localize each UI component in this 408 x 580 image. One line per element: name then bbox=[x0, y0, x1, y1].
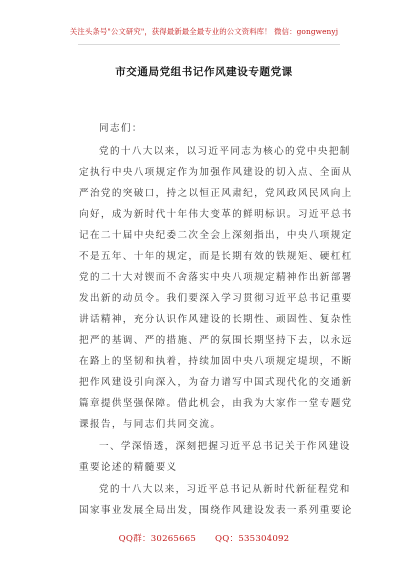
paragraph-line: 定执行中央八项规定作为加强作风建设的切入点、全面从 bbox=[79, 167, 353, 178]
paragraph-line: 在路上的坚韧和执着，持续加固中央八项规定堤坝，不断 bbox=[79, 356, 353, 367]
paragraph-line: 向好，成为新时代十年伟大变革的鲜明标识。习近平总书 bbox=[79, 209, 353, 220]
paragraph-line: 国家事业发展全局出发，围绕作风建设发表一系列重要论 bbox=[79, 505, 353, 516]
header-divider bbox=[78, 44, 340, 45]
footer-contact bbox=[0, 532, 408, 544]
paragraph-line: 把作风建设引向深入，为奋力谱写中国式现代化的交通新 bbox=[79, 377, 353, 388]
header-banner: 关注头条号"公文研究"，获得最新最全最专业的公文资料库！ 微信：gongwenyj bbox=[69, 27, 339, 36]
document-title: 市交通局党组书记作风建设专题党课 bbox=[115, 66, 293, 78]
paragraph-line: 严治党的突破口，持之以恒正风肃纪，党风政风民风向上 bbox=[79, 188, 353, 199]
paragraph-line: 讲话精神，充分认识作风建设的长期性、顽固性、复杂性 bbox=[79, 314, 353, 325]
paragraph-line: 党的二十大对锲而不舍落实中央八项规定精神作出新部署 bbox=[79, 272, 353, 283]
paragraph-line: 记在二十届中央纪委二次全会上深刻指出，中央八项规定 bbox=[79, 230, 353, 241]
footer-qq-group: QQ群：30265665 bbox=[118, 534, 197, 544]
paragraph-line: 课报告，与同志们共同交流。 bbox=[79, 419, 222, 430]
salutation: 同志们： bbox=[99, 123, 143, 134]
paragraph-line: 篇章提供坚强保障。借此机会，由我为大家作一堂专题党 bbox=[79, 398, 353, 409]
paragraph-line: 党的十八大以来，习近平总书记从新时代新征程党和 bbox=[99, 484, 351, 495]
section-heading: 一、学深悟透，深刻把握习近平总书记关于作风建设 bbox=[99, 441, 351, 452]
section-heading-continued: 重要论述的精髓要义 bbox=[79, 462, 178, 473]
paragraph-line: 发出新的动员令。我们要深入学习贯彻习近平总书记重要 bbox=[79, 293, 353, 304]
paragraph-line: 不是五年、十年的规定，而是长期有效的铁规矩、硬杠杠 bbox=[79, 251, 353, 262]
footer-qq-number: QQ：535304092 bbox=[215, 534, 290, 544]
paragraph-line: 把严的基调、严的措施、严的氛围长期坚持下去，以永远 bbox=[79, 335, 353, 346]
paragraph-line: 党的十八大以来，以习近平同志为核心的党中央把制 bbox=[99, 146, 351, 157]
